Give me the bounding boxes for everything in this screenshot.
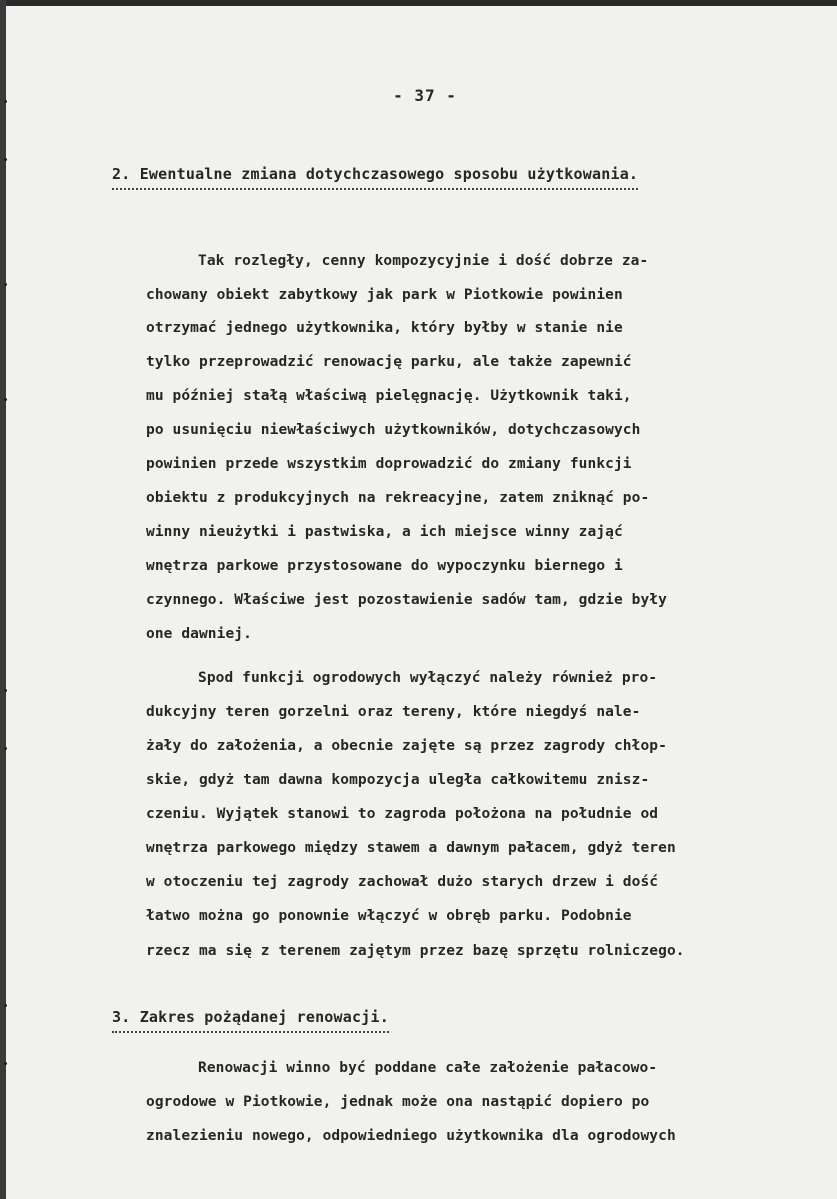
body-line: Renowacji winno być poddane całe założenie pałacowo- [198,1060,658,1076]
page-number: - 37 - [393,86,457,105]
body-line: obiektu z produkcyjnych na rekreacyjne, zatem zniknąć po- [146,490,650,506]
body-line: Tak rozległy, cenny kompozycyjnie i dość dobrze za- [198,253,649,269]
margin-punch-dot [4,398,7,401]
margin-punch-dot [4,689,7,692]
body-line: one dawniej. [146,626,252,642]
body-line: chowany obiekt zabytkowy jak park w Piotkowie powinien [146,287,623,303]
body-line: żały do założenia, a obecnie zajęte są przez zagrody chłop- [146,738,667,754]
section-2-heading: 2. Ewentualne zmiana dotychczasowego sposobu użytkowania. [112,165,638,190]
margin-punch-dot [4,158,7,161]
body-line: powinien przede wszystkim doprowadzić do zmiany funkcji [146,456,632,472]
body-line: winny nieużytki i pastwiska, a ich miejsce winny zająć [146,524,623,540]
body-line: w otoczeniu tej zagrody zachował dużo starych drzew i dość [146,874,659,890]
body-line: łatwo można go ponownie włączyć w obręb parku. Podobnie [146,908,632,924]
body-line: wnętrza parkowe przystosowane do wypoczynku biernego i [146,558,623,574]
section-3-heading: 3. Zakres pożądanej renowacji. [112,1008,389,1033]
margin-punch-dot [4,1004,7,1007]
body-line: dukcyjny teren gorzelni oraz tereny, które niegdyś nale- [146,704,641,720]
body-line: otrzymać jednego użytkownika, który byłby w stanie nie [146,320,623,336]
body-line: Spod funkcji ogrodowych wyłączyć należy również pro- [198,670,658,686]
scan-edge-top [0,0,837,6]
body-line: tylko przeprowadzić renowację parku, ale także zapewnić [146,354,632,370]
margin-punch-dot [4,283,7,286]
body-line: mu później stałą właściwą pielęgnację. Użytkownik taki, [146,388,632,404]
body-line: rzecz ma się z terenem zajętym przez bazę sprzętu rolniczego. [146,943,685,959]
body-line: czeniu. Wyjątek stanowi to zagroda położona na południe od [146,806,659,822]
body-line: czynnego. Właściwe jest pozostawienie sadów tam, gdzie były [146,592,667,608]
scan-edge-left [0,0,6,1199]
margin-punch-dot [4,1062,7,1065]
body-line: po usunięciu niewłaściwych użytkowników, dotychczasowych [146,422,641,438]
body-line: wnętrza parkowego między stawem a dawnym pałacem, gdyż teren [146,840,676,856]
body-line: znalezieniu nowego, odpowiedniego użytkownika dla ogrodowych [146,1128,676,1144]
body-line: ogrodowe w Piotkowie, jednak może ona nastąpić dopiero po [146,1094,650,1110]
body-line: skie, gdyż tam dawna kompozycja uległa całkowitemu znisz- [146,772,650,788]
margin-punch-dot [4,747,7,750]
